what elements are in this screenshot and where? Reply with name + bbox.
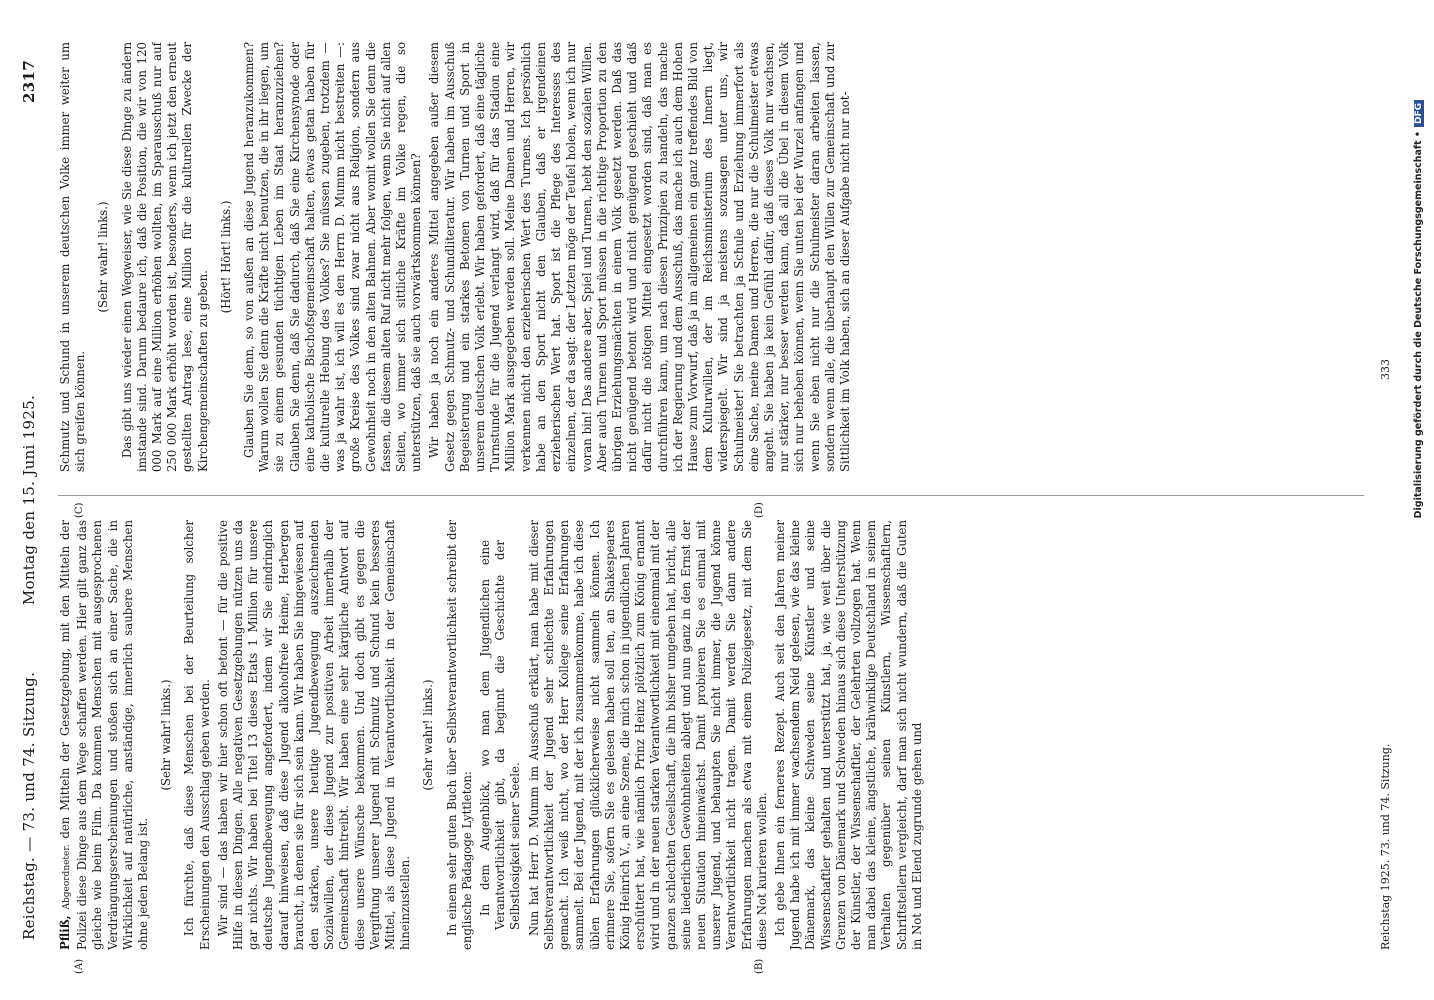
quotation: In dem Augenblick, wo man dem Jugendlichen eine Verantwortlichkeit gibt, da beginnt die Geschichte der Selbstlosigkeit seiner Seele. (478, 540, 523, 930)
running-head (20, 60, 50, 940)
paragraph: In einem sehr guten Buch über Selbstverantwortlichkeit schreibt der englische Pädagoge Lyttleton: (444, 520, 474, 950)
credit-text: Digitalisierung gefördert durch die Deutsche Forschungsgemeinschaft • (1413, 131, 1424, 519)
paragraph (58, 520, 151, 950)
left-column (58, 520, 1374, 950)
paragraph-text: den Mitteln der Gesetzgebung, mit den Mitteln der Polizei diese Dinge aus dem Wege schaffen werden. Hier gilt ganz das gleiche wie beim Film. Da kommen Menschen mit ausgesprochenen Verdrängungserscheinungen und stoßen sich an einer Sache, die in Wirklichkeit auf natürliche, anständige, innerlich saubere Menschen ohne jeden Belang ist. (58, 520, 151, 950)
speaker-name: Pfliß, (58, 915, 72, 950)
speaker-party: Abgeordneter. (62, 844, 72, 910)
margin-mark-b: (B) (754, 958, 765, 974)
interjection: (Sehr wahr! links.) (96, 201, 111, 313)
paragraph: Ich gebe Ihnen ein ferneres Rezept. Auch seit den Jahren meiner Jugend habe ich mit immer wachsendem Neid gelesen, wie das kleine Dänemark, das kleine Schweden seine Künstler und seine Wissenschaftler gehalten und unterstützt hat, ja, wie weit über die Grenzen von Dänemark und Schweden hinaus sich diese Unterstützung der Künstler, der Wissenschaftler, der Gelehrten vollzogen hat. Wenn man dabei das kleine, ängstliche, krähwinklige Deutschland in seinem Verhalten gegenüber seinen Künstlern, Wissenschaftlern, Schriftstellern vergleicht, darf man sich nicht wundern, daß die Guten in Not und Elend zugrunde gehen und (772, 520, 924, 950)
document-page (14, 20, 1394, 980)
running-head-date: Montag den 15. Juni 1925. (20, 394, 38, 606)
margin-mark-a: (A) (74, 958, 85, 974)
paragraph: Nun hat Herr D. Mumm im Ausschuß erklärt, man habe mit dieser Selbstverantwortlichkeit der Jugend sehr schlechte Erfahrungen gemacht. Ich weiß nicht, wo der Herr Kollege seine Erfahrungen sammelt. Bei der Jugend, mit der ich zusammenkomme, habe ich diese üblen Erfahrungen glücklicherweise nicht sammeln können. Ich erinnere Sie, sofern Sie es gelesen haben soll ten, an Shakespeares König Heinrich V., an eine Szene, die mich schon in jugendlichen Jahren erschüttert hat, wie nämlich Prinz Heinz plötzlich zum König ernannt wird und in der neuen starken Verantwortlichkeit mit einemmal mit der ganzen schlechten Gesellschaft, die ihn bisher umgeben hat, bricht, alle seine liederlichen Gewohnheiten ablegt und nun ganz in den Ernst der neuen Situation hineinwächst. Damit probieren Sie es einmal mit unserer Jugend, und behaupten Sie nicht immer, die Jugend könne Verantwortlichkeit nicht tragen. Damit werden Sie dann andere Erfahrungen machen als etwa mit einem Polizeigesetz, mit dem Sie diese Not kurieren wollen. (526, 520, 769, 950)
paragraph: Glauben Sie denn, so von außen an diese Jugend heranzukommen? Warum wollen Sie denn die Kräfte nicht benutzen, die in ihr liegen, um sie zu einem gesunden tüchtigen Leben im Staat heranzuziehen? Glauben Sie denn, daß Sie dadurch, daß Sie eine Kirchensynode oder eine katholische Bischofsgemeinschaft halten, etwas getan haben für die kulturelle Hebung des Volkes? Sie müssen zugeben, trotzdem — was ja wahr ist, ich will es den Herrn D. Mumm nicht bestreiten —: große Kreise des Volkes sind zwar nicht aus Religion, sondern aus Gewohnheit noch in den alten Bahnen. Aber womit wollen Sie denn die fassen, die diesem alten Ruf nicht mehr folgen, wenn Sie nicht auf allen Seiten, wo immer sich sittliche Kräfte im Volke regen, die so unterstützen, daß sie auch vorwärtskommen können? (242, 42, 424, 472)
column-divider (58, 495, 1364, 496)
dfg-logo: DFG (1414, 100, 1424, 127)
interjection: (Sehr wahr! links.) (421, 679, 436, 791)
interjection: (Hört! Hört! links.) (218, 200, 233, 314)
digitization-credit (1413, 100, 1429, 900)
right-column (58, 42, 1374, 472)
margin-mark-c: (C) (74, 502, 85, 518)
interjection: (Sehr wahr! links.) (159, 679, 174, 791)
paragraph: Ich fürchte, daß diese Menschen bei der Beurteilung solcher Erscheinungen den Ausschlag geben werden. (182, 520, 212, 950)
footer-left: Reichstag 1925. 73. und 74. Sitzung. (1379, 743, 1392, 950)
page-number: 2317 (20, 60, 38, 103)
paragraph: Das gibt uns wieder einen Wegweiser, wie Sie diese Dinge zu ändern imstande sind. Darum bedaure ich, daß die Position, die wir von 120 000 Mark auf eine Million erhöhen wollten, im Sparausschuß nur auf 250 000 Mark erhöht worden ist, besonders, wenn ich jetzt den erneut gestellten Antrag lese, eine Million für die kulturellen Zwecke der Kirchengemeinschaften zu geben. (119, 42, 210, 472)
paragraph: Wir haben ja noch ein anderes Mittel angegeben außer diesem Gesetz gegen Schmutz- und Schundliteratur. Wir haben im Ausschuß Begeisterung und ein starkes Betonen von Turnen und Sport in unserem deutschen Volk erlebt. Wir haben gefordert, daß eine tägliche Turnstunde für die Jugend verlangt wird, daß für das Stadion eine Million Mark ausgegeben werden soll. Meine Damen und Herren, wir verkennen nicht den erzieherischen Wert des Turnens. Ich persönlich habe an den Sport nicht den Glauben, daß er irgendeinen erzieherischen Wert hat. Sport ist die Pflege des Interesses des einzelnen, der da sagt: der Letzten möge der Teufel holen, wenn ich nur voran bin! Das andere aber, Spiel und Turnen, hebt den sozialen Willen. Aber auch Turnen und Sport müssen in die richtige Proportion zu den übrigen Erziehungsmächten in einem Volk gesetzt werden. Daß das nicht genügend betont wird und nicht genügend geschieht und daß dafür nicht die nötigen Mittel eingesetzt worden sind, daß man es durchführen kann, um nach diesen Prinzipien zu handeln, das mache ich der Regierung und dem Ausschuß, das mache ich auch dem Hohen Hause zum Vorwurf, daß ja im allgemeinen ein ganz treffendes Bild von dem Kulturwillen, der im Reichsministerium des Innern liegt, widerspiegelt. Wir sind ja meistens sozusagen unter uns, wir Schulmeister! Sie betrachten ja Schule und Erziehung immerfort als eine Sache, meine Damen und Herren, die nur die Schulmeister etwas angeht. Sie haben ja kein Gefühl dafür, daß dieses Volk nur wachsen, nur stärker, nur besser werden kann, daß all die Übel in diesem Volk sich nur beheben können, wenn Sie unten bei der Wurzel anfangen und wenn Sie eben nicht nur die Schulmeister daran arbeiten lassen, sondern wenn alle, die überhaupt den Willen zur Gemeinschaft und zur Sittlichkeit im Volk haben, sich an dieser Aufgabe nicht nur not- (427, 42, 852, 472)
margin-mark-d: (D) (754, 502, 765, 518)
footer-signature: 333 (1379, 359, 1392, 380)
paragraph: Wir sind — das haben wir hier schon oft betont — für die positive Hilfe in diesen Dingen. Alle negativen Gesetzgebungen nützen uns da gar nichts. Wir haben bei Titel 13 dieses Etats 1 Million für unsere deutsche Jugendbewegung angefordert, indem wir Sie eindringlich darauf hinweisen, daß diese Jugend alkoholfreie Heime, Herbergen braucht, in denen sie für sich sein kann. Wir haben Sie hingewiesen auf den starken, unsere heutige Jugendbewegung auszeichnenden Sozialwillen, der diese Jugend zur positiven Arbeit innerhalb der Gemeinschaft hintreibt. Wir haben eine sehr kärgliche Antwort auf diese unsere Wünsche bekommen. Und doch gibt es gegen die Vergiftung unserer Jugend mit Schmutz und Schund kein besseres Mittel, als diese Jugend in Verantwortlichkeit in der Gemeinschaft hineinzustellen. (215, 520, 413, 950)
running-head-left: Reichstag. — 73. und 74. Sitzung. (20, 671, 38, 940)
paragraph: Schmutz und Schund in unserem deutschen Volke immer weiter um sich greifen können. (58, 42, 88, 472)
